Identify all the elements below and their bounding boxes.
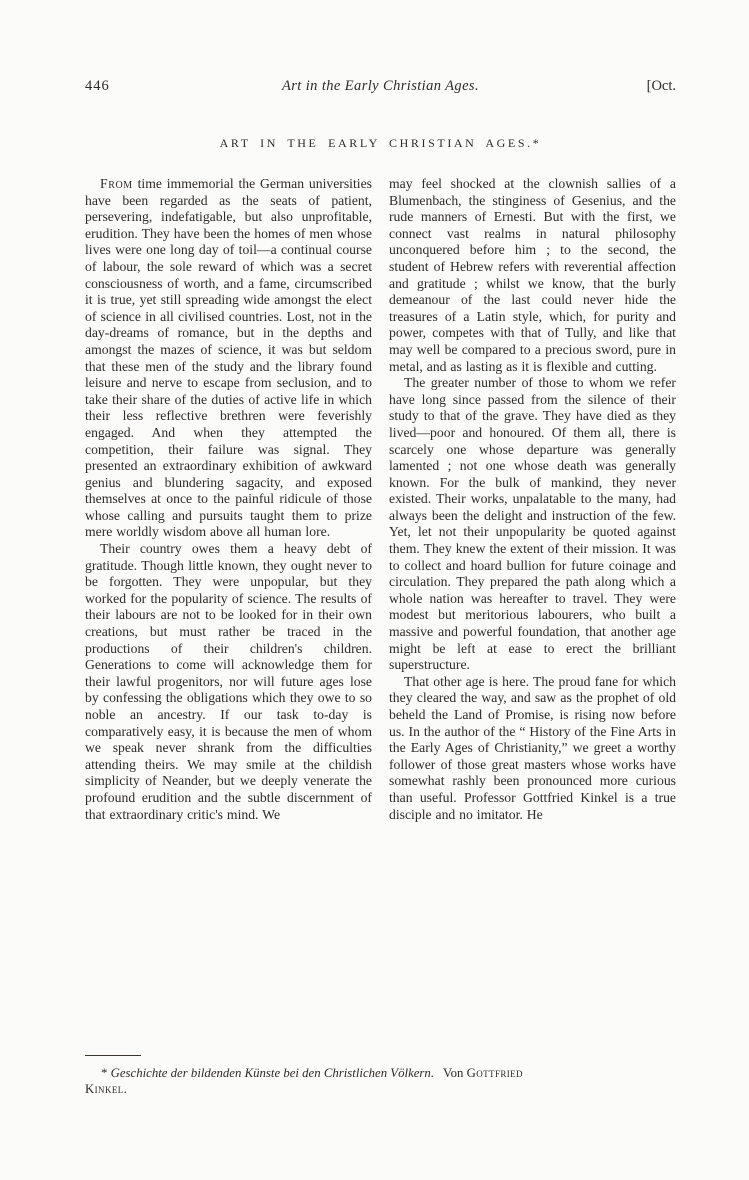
footnote-work-title: Geschichte der bildenden Künste bei den Christlichen Völkern. [110, 1066, 435, 1080]
footnote-marker: * [101, 1066, 108, 1080]
article-title: ART IN THE EARLY CHRISTIAN AGES.* [219, 136, 542, 150]
issue-label: [Oct. [646, 78, 676, 94]
footnote-byline-prefix: Von [443, 1066, 464, 1080]
footnote [85, 1066, 676, 1097]
footnote-rule [85, 1055, 141, 1056]
paragraph-2: Their country owes them a heavy debt of gratitude. Though little known, they ought never to be forgotten. They were unpopular, but they worked for the popularity of science. The results of their labours are not to be looked for in their own creations, but must rather be traced in the productions of their children's children. Generations to come will acknowledge them for their lawful progenitors, nor will future ages lose by confessing the obligations which they owe to so noble an ancestry. If our task to-day is comparatively easy, it is because the men of whom we speak never shrank from the difficulties attending theirs. We may smile at the childish simplicity of Neander, but we deeply venerate the profound erudition and the subtle discernment of that extraordinary critic's mind. We [85, 541, 372, 822]
lead-word: From [100, 176, 133, 191]
left-column [85, 176, 372, 1044]
paragraph-1 [85, 176, 372, 541]
right-column [389, 176, 676, 1044]
footnote-byline-name-last: Kinkel. [85, 1081, 128, 1096]
running-title: Art in the Early Christian Ages. [281, 78, 479, 94]
page-number: 446 [85, 78, 110, 94]
footnote-byline-name-first: Gottfried [466, 1066, 523, 1080]
paragraph-2-continued: may feel shocked at the clownish sallies of a Blumenbach, the stinginess of Gesenius, and the rude manners of Ernesti. But with the first, we connect vast realms in natural philosophy unconquered before him ; to the second, the student of Hebrew refers with reverential affection and gratitude ; whilst we know, that the burly demeanour of the last could never hide the treasures of a Latin style, which, for purity and power, competes with that of Tully, and like that may well be compared to a precious sword, pure in metal, and as lasting as it is flexible and cutting. [389, 176, 676, 374]
paragraph-3: The greater number of those to whom we refer have long since passed from the silence of their study to that of the grave. They have died as they lived—poor and honoured. Of them all, there is scarcely one whose departure was generally lamented ; not one whose death was generally known. For the bulk of mankind, they never existed. Their works, unpalatable to the many, had always been the delight and instruction of the few. Yet, let not their unpopularity be quoted against them. They knew the extent of their mission. It was to collect and hoard bullion for future coinage and circulation. They prepared the path along which a whole nation was hereafter to travel. They were modest but meritorious labourers, who built a massive and powerful foundation, that another age might be left at ease to erect the brilliant superstructure. [389, 375, 676, 673]
paragraph-1-text: time immemorial the German universities have been regarded as the seats of patient, persevering, indefatigable, but also unprofitable, erudition. They have been the homes of men whose lives were one long day of toil—a continual course of labour, the sole reward of which was a secret consciousness of worth, and a fame, circumscribed it is true, yet still spreading wide amongst the elect of science in all civilised countries. Lost, not in the day-dreams of romance, but in the depths and amongst the mazes of science, it was but seldom that these men of the study and the library found leisure and nerve to escape from seclusion, and to take their share of the duties of active life in which their less reflective brethren were feverishly engaged. And when they attempted the competition, their failure was signal. They presented an extraordinary exhibition of awkward genius and blundering sagacity, and exposed themselves at once to the painful ridicule of those whose calling and pursuits taught them to prize mere worldly wisdom above all human lore. [85, 176, 372, 540]
running-header [85, 78, 676, 96]
paragraph-4: That other age is here. The proud fane for which they cleared the way, and saw as the prophet of old beheld the Land of Promise, is rising now before us. In the author of the “ History of the Fine Arts in the Early Ages of Christianity,” we greet a worthy follower of those great masters whose works have somewhat rashly been pronounced more curious than useful. Professor Gottfried Kinkel is a true disciple and no imitator. He [389, 673, 676, 822]
article-body [85, 176, 676, 1044]
